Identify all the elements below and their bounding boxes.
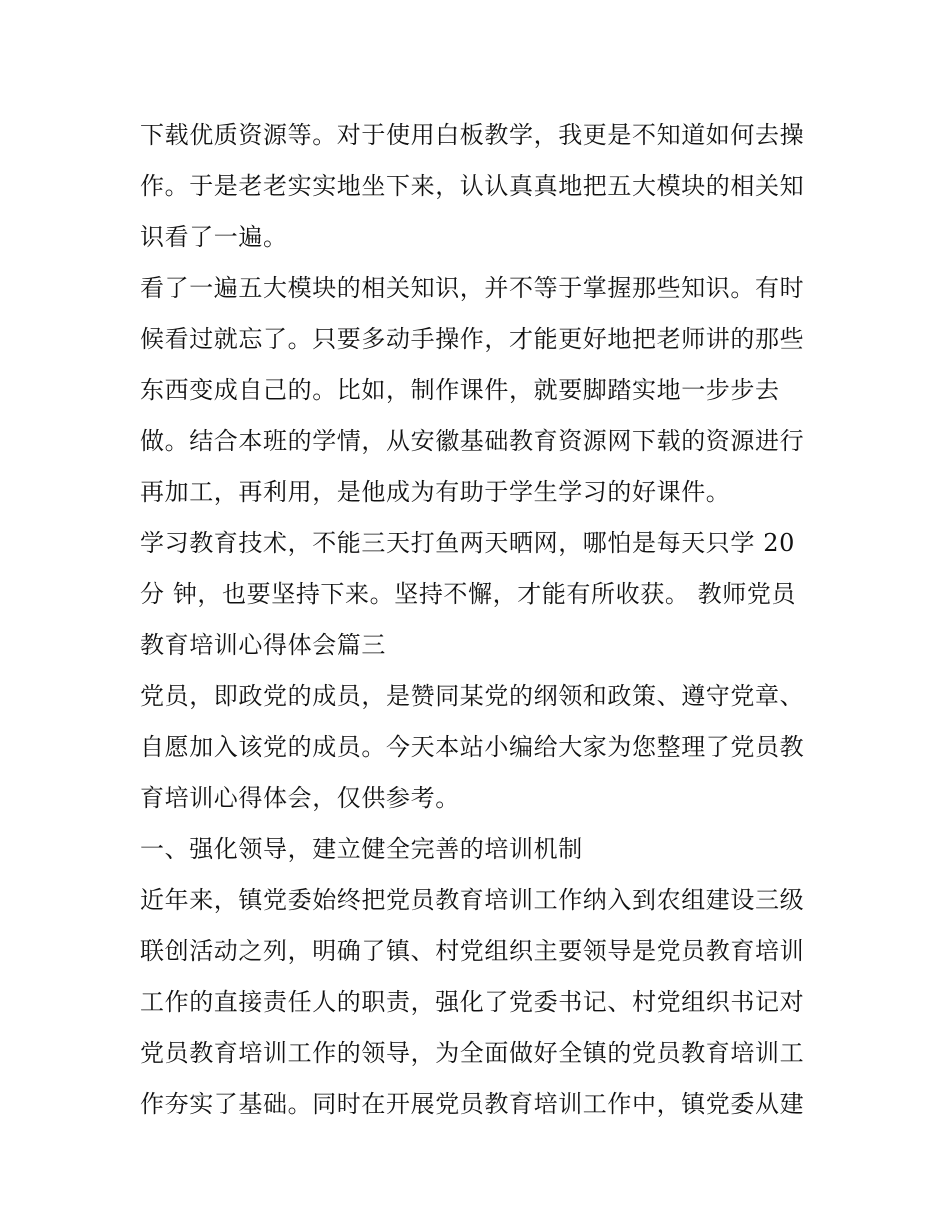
text-line: 育培训心得体会，仅供参考。 [140, 784, 460, 812]
text-line: 分 钟，也要坚持下来。坚持不懈，才能有所收获。 教师党员 [140, 580, 797, 608]
text-line: 看了一遍五大模块的相关知识，并不等于掌握那些知识。有时 [140, 274, 805, 302]
text-line: 近年来，镇党委始终把党员教育培训工作纳入到农组建设三级 [140, 886, 805, 914]
text-line: 东西变成自己的。比如，制作课件，就要脚踏实地一步步去 [140, 376, 780, 404]
subsection-heading: 一、强化领导，建立健全完善的培训机制 [140, 835, 583, 863]
text-line: 作夯实了基础。同时在开展党员教育培训工作中，镇党委从建 [140, 1090, 805, 1118]
text-line: 自愿加入该党的成员。今天本站小编给大家为您整理了党员教 [140, 733, 805, 761]
text-line: 候看过就忘了。只要多动手操作，才能更好地把老师讲的那些 [140, 325, 805, 353]
text-line: 做。结合本班的学情，从安徽基础教育资源网下载的资源进行 [140, 427, 805, 455]
text-line: 党员教育培训工作的领导，为全面做好全镇的党员教育培训工 [140, 1039, 805, 1067]
text-line: 识看了一遍。 [140, 223, 288, 251]
text-line: 党员，即政党的成员，是赞同某党的纲领和政策、遵守党章、 [140, 682, 805, 710]
text-line: 下载优质资源等。对于使用白板教学，我更是不知道如何去操 [140, 121, 805, 149]
text-line: 学习教育技术，不能三天打鱼两天晒网，哪怕是每天只学 20 [140, 529, 795, 557]
document-body [140, 110, 815, 1130]
text-line: 工作的直接责任人的职责，强化了党委书记、村党组织书记对 [140, 988, 805, 1016]
text-line: 联创活动之列，明确了镇、村党组织主要领导是党员教育培训 [140, 937, 805, 965]
text-line: 再加工，再利用，是他成为有助于学生学习的好课件。 [140, 478, 731, 506]
section-heading: 教育培训心得体会篇三 [140, 631, 386, 659]
text-line: 作。于是老老实实地坐下来，认认真真地把五大模块的相关知 [140, 172, 805, 200]
